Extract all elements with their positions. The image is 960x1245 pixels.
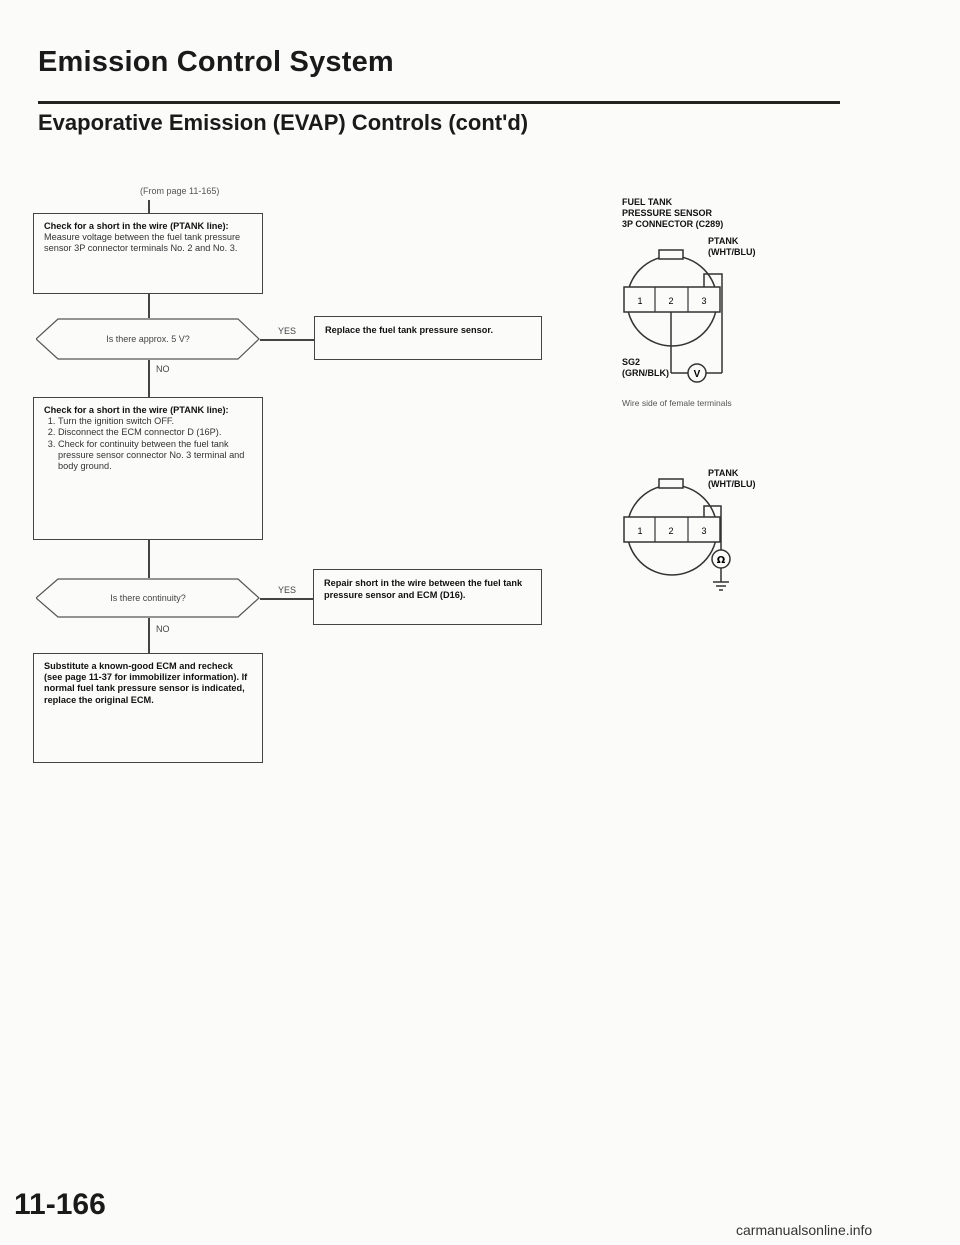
connector-line bbox=[148, 200, 150, 214]
connector-line bbox=[260, 339, 314, 341]
connector-line bbox=[148, 540, 150, 578]
result-box-1: Replace the fuel tank pressure sensor. bbox=[314, 316, 542, 360]
section-title: Emission Control System bbox=[38, 46, 394, 78]
connector-lock-tab bbox=[659, 250, 683, 259]
diagram1-title-line: PRESSURE SENSOR bbox=[622, 208, 713, 218]
step2-title: Check for a short in the wire (PTANK line): bbox=[44, 405, 229, 415]
diagram1-caption: Wire side of female terminals bbox=[622, 398, 732, 408]
connector-line bbox=[148, 294, 150, 318]
from-page-reference: (From page 11-165) bbox=[140, 186, 220, 196]
step-box-3: Substitute a known-good ECM and recheck (see page 11-37 for immobilizer information). If normal fuel tank pressure sensor is indicated, replace the original ECM. bbox=[33, 653, 263, 763]
ground-icon bbox=[713, 582, 729, 590]
pin-label: 2 bbox=[668, 526, 674, 536]
ptank-label-line: PTANK bbox=[708, 236, 739, 246]
decision-2-no-label: NO bbox=[156, 624, 170, 634]
connector-diagram-1 bbox=[610, 240, 780, 390]
step1-body: Measure voltage between the fuel tank pressure sensor 3P connector terminals No. 2 and No. 3. bbox=[44, 232, 241, 254]
step2-item: 1. Turn the ignition switch OFF. bbox=[58, 416, 252, 427]
sg2-label-line: SG2 bbox=[622, 357, 641, 367]
step-box-2 bbox=[33, 397, 263, 540]
voltmeter-symbol: V bbox=[693, 369, 701, 380]
step2-item: 2. Disconnect the ECM connector D (16P). bbox=[58, 427, 252, 438]
pin-label: 2 bbox=[668, 296, 674, 306]
diagram1-title-line: FUEL TANK bbox=[622, 197, 673, 207]
decision-1-question: Is there approx. 5 V? bbox=[106, 334, 190, 344]
connector-diagram-2 bbox=[610, 470, 780, 610]
ptank-label-line: (WHT/BLU) bbox=[708, 247, 756, 257]
decision-2-question: Is there continuity? bbox=[110, 593, 186, 603]
ptank-label-line: (WHT/BLU) bbox=[708, 479, 756, 489]
ohmmeter-symbol: Ω bbox=[716, 555, 726, 566]
connector-lock-tab bbox=[659, 479, 683, 488]
title-rule bbox=[38, 101, 840, 104]
page-subtitle: Evaporative Emission (EVAP) Controls (cont'd) bbox=[38, 110, 529, 135]
pin-label: 1 bbox=[637, 296, 643, 306]
pin-label: 1 bbox=[637, 526, 643, 536]
ptank-label-line: PTANK bbox=[708, 468, 739, 478]
sg2-label-line: (GRN/BLK) bbox=[622, 368, 669, 378]
decision-1-yes-label: YES bbox=[278, 326, 297, 336]
pin-label: 3 bbox=[701, 526, 707, 536]
page-number: 11-166 bbox=[14, 1188, 106, 1221]
step1-title: Check for a short in the wire (PTANK line): bbox=[44, 221, 229, 231]
decision-2 bbox=[36, 578, 260, 618]
decision-2-yes-label: YES bbox=[278, 585, 297, 595]
decision-1 bbox=[36, 318, 260, 360]
watermark: carmanualsonline.info bbox=[736, 1222, 873, 1238]
decision-1-no-label: NO bbox=[156, 364, 170, 374]
connector-line bbox=[148, 360, 150, 398]
result-box-2: Repair short in the wire between the fuel tank pressure sensor and ECM (D16). bbox=[313, 569, 542, 625]
pin-label: 3 bbox=[701, 296, 707, 306]
step2-list bbox=[44, 416, 252, 472]
diagram1-title-line: 3P CONNECTOR (C289) bbox=[622, 219, 724, 229]
step-box-1 bbox=[33, 213, 263, 294]
diagram1-title bbox=[622, 197, 723, 230]
connector-line bbox=[260, 598, 314, 600]
connector-line bbox=[148, 618, 150, 654]
step2-item: 3. Check for continuity between the fuel tank pressure sensor connector No. 3 terminal and body ground. bbox=[58, 439, 252, 473]
